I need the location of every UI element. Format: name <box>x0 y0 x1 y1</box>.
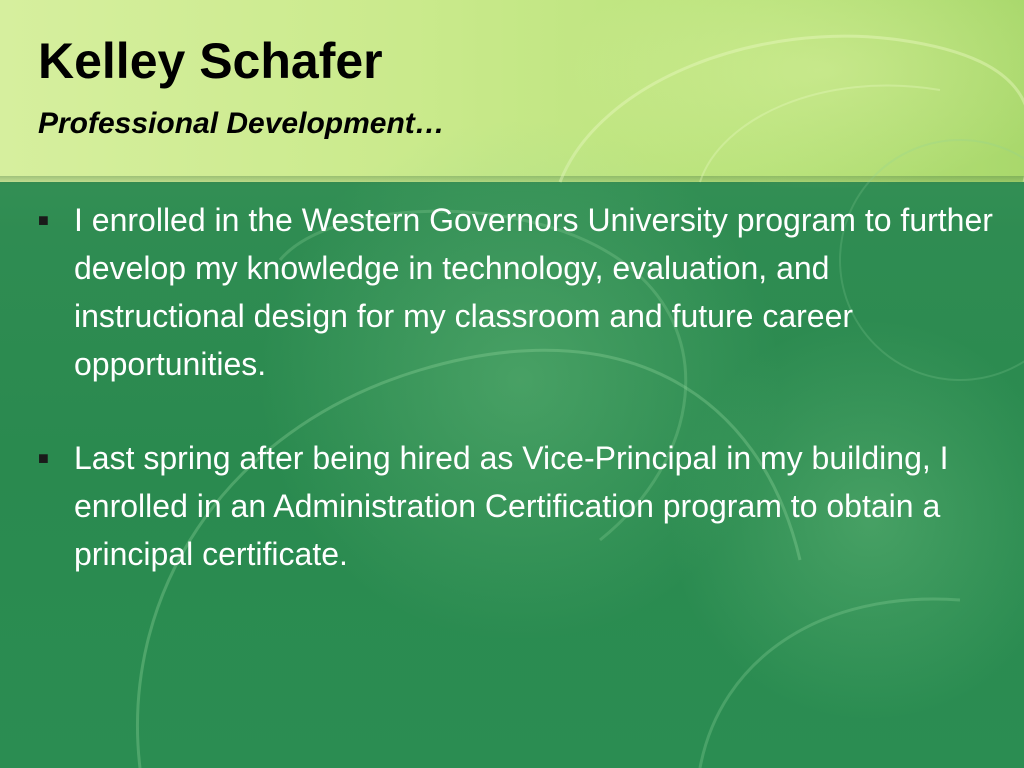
bullet-text: I enrolled in the Western Governors University program to further develop my knowledge in technology, evaluation, and instructional design for my classroom and future career opportunities. <box>74 202 993 382</box>
slide-title: Kelley Schafer <box>38 33 383 89</box>
square-bullet-icon: ■ <box>38 210 49 230</box>
bullet-item-admin-certification <box>38 434 998 578</box>
slide-subtitle: Professional Development… <box>38 107 445 140</box>
bullet-text: Last spring after being hired as Vice-Principal in my building, I enrolled in an Administration Certification program to obtain a principal certificate. <box>74 440 949 572</box>
square-bullet-icon: ■ <box>38 448 49 468</box>
bullet-list <box>38 196 998 624</box>
bullet-item-wgu <box>38 196 998 388</box>
